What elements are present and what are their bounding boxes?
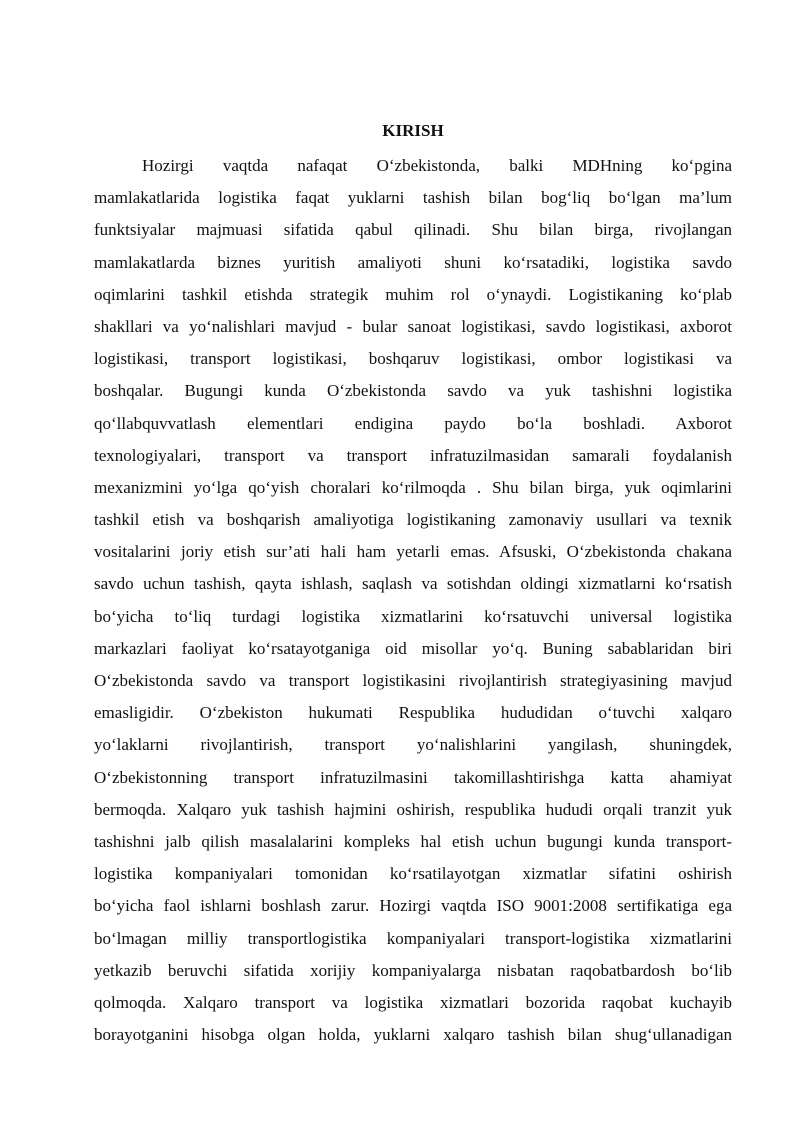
text-line: logistikasi, transport logistikasi, boshqaruv logistikasi, ombor logistikasi va	[94, 349, 732, 369]
text-line: yo‘laklarni rivojlantirish, transport yo‘nalishlarini yangilash, shuningdek,	[94, 735, 732, 755]
text-line: qo‘llabquvvatlash elementlari endigina paydo bo‘la boshladi. Axborot	[94, 413, 732, 433]
text-line: mamlakatlarda biznes yuritish amaliyoti shuni ko‘rsatadiki, logistika savdo	[94, 252, 732, 272]
text-line: borayotganini hisobga olgan holda, yuklarni xalqaro tashish bilan shug‘ullanadigan	[94, 1025, 732, 1045]
text-line: tashkil etish va boshqarish amaliyotiga logistikaning zamonaviy usullari va texnik	[94, 510, 732, 530]
text-line: tashishni jalb qilish masalalarini kompleks hal etish uchun bugungi kunda transport-	[94, 831, 732, 851]
text-line: emasligidir. O‘zbekiston hukumati Respublika hududidan o‘tuvchi xalqaro	[94, 703, 732, 723]
text-line: bermoqda. Xalqaro yuk tashish hajmini oshirish, respublika hududi orqali tranzit yuk	[94, 799, 732, 819]
text-line: O‘zbekistonda savdo va transport logistikasini rivojlantirish strategiyasining mavjud	[94, 671, 732, 690]
text-line: qolmoqda. Xalqaro transport va logistika xizmatlari bozorida raqobat kuchayib	[94, 992, 732, 1012]
text-line: Hozirgi vaqtda nafaqat O‘zbekistonda, balki MDHning ko‘pgina	[142, 156, 732, 175]
text-line: yetkazib beruvchi sifatida xorijiy kompaniyalarga nisbatan raqobatbardosh bo‘lib	[94, 960, 732, 980]
text-line: logistika kompaniyalari tomonidan ko‘rsatilayotgan xizmatlar sifatini oshirish	[94, 864, 732, 884]
text-line: markazlari faoliyat ko‘rsatayotganiga oid misollar yo‘q. Buning sabablaridan biri	[94, 638, 732, 658]
text-line: savdo uchun tashish, qayta ishlash, saqlash va sotishdan oldingi xizmatlarni ko‘rsatish	[94, 574, 732, 594]
text-line: shakllari va yo‘nalishlari mavjud - bular sanoat logistikasi, savdo logistikasi, axborot	[94, 316, 732, 336]
text-line: funktsiyalar majmuasi sifatida qabul qilinadi. Shu bilan birga, rivojlangan	[94, 220, 732, 240]
text-line: bo‘lmagan milliy transportlogistika kompaniyalari transport-logistika xizmatlarini	[94, 928, 732, 948]
page-heading: KIRISH	[382, 121, 444, 140]
text-line: texnologiyalari, transport va transport infratuzilmasidan samarali foydalanish	[94, 445, 732, 465]
text-line: oqimlarini tashkil etishda strategik muhim rol o‘ynaydi. Logistikaning ko‘plab	[94, 284, 732, 304]
text-line: O‘zbekistonning transport infratuzilmasini takomillashtirishga katta ahamiyat	[94, 767, 732, 787]
text-line: boshqalar. Bugungi kunda O‘zbekistonda savdo va yuk tashishni logistika	[94, 381, 732, 401]
text-line: vositalarini joriy etish sur’ati hali ham yetarli emas. Afsuski, O‘zbekistonda chakana	[94, 542, 732, 562]
body-paragraph	[94, 150, 732, 1051]
text-line: bo‘yicha to‘liq turdagi logistika xizmatlarini ko‘rsatuvchi universal logistika	[94, 606, 732, 626]
text-line: mamlakatlarida logistika faqat yuklarni tashish bilan bog‘liq bo‘lgan ma’lum	[94, 188, 732, 208]
text-line: mexanizmini yo‘lga qo‘yish choralari ko‘rilmoqda . Shu bilan birga, yuk oqimlarini	[94, 477, 732, 497]
text-line: bo‘yicha faol ishlarni boshlash zarur. Hozirgi vaqtda ISO 9001:2008 sertifikatiga ega	[94, 896, 732, 916]
